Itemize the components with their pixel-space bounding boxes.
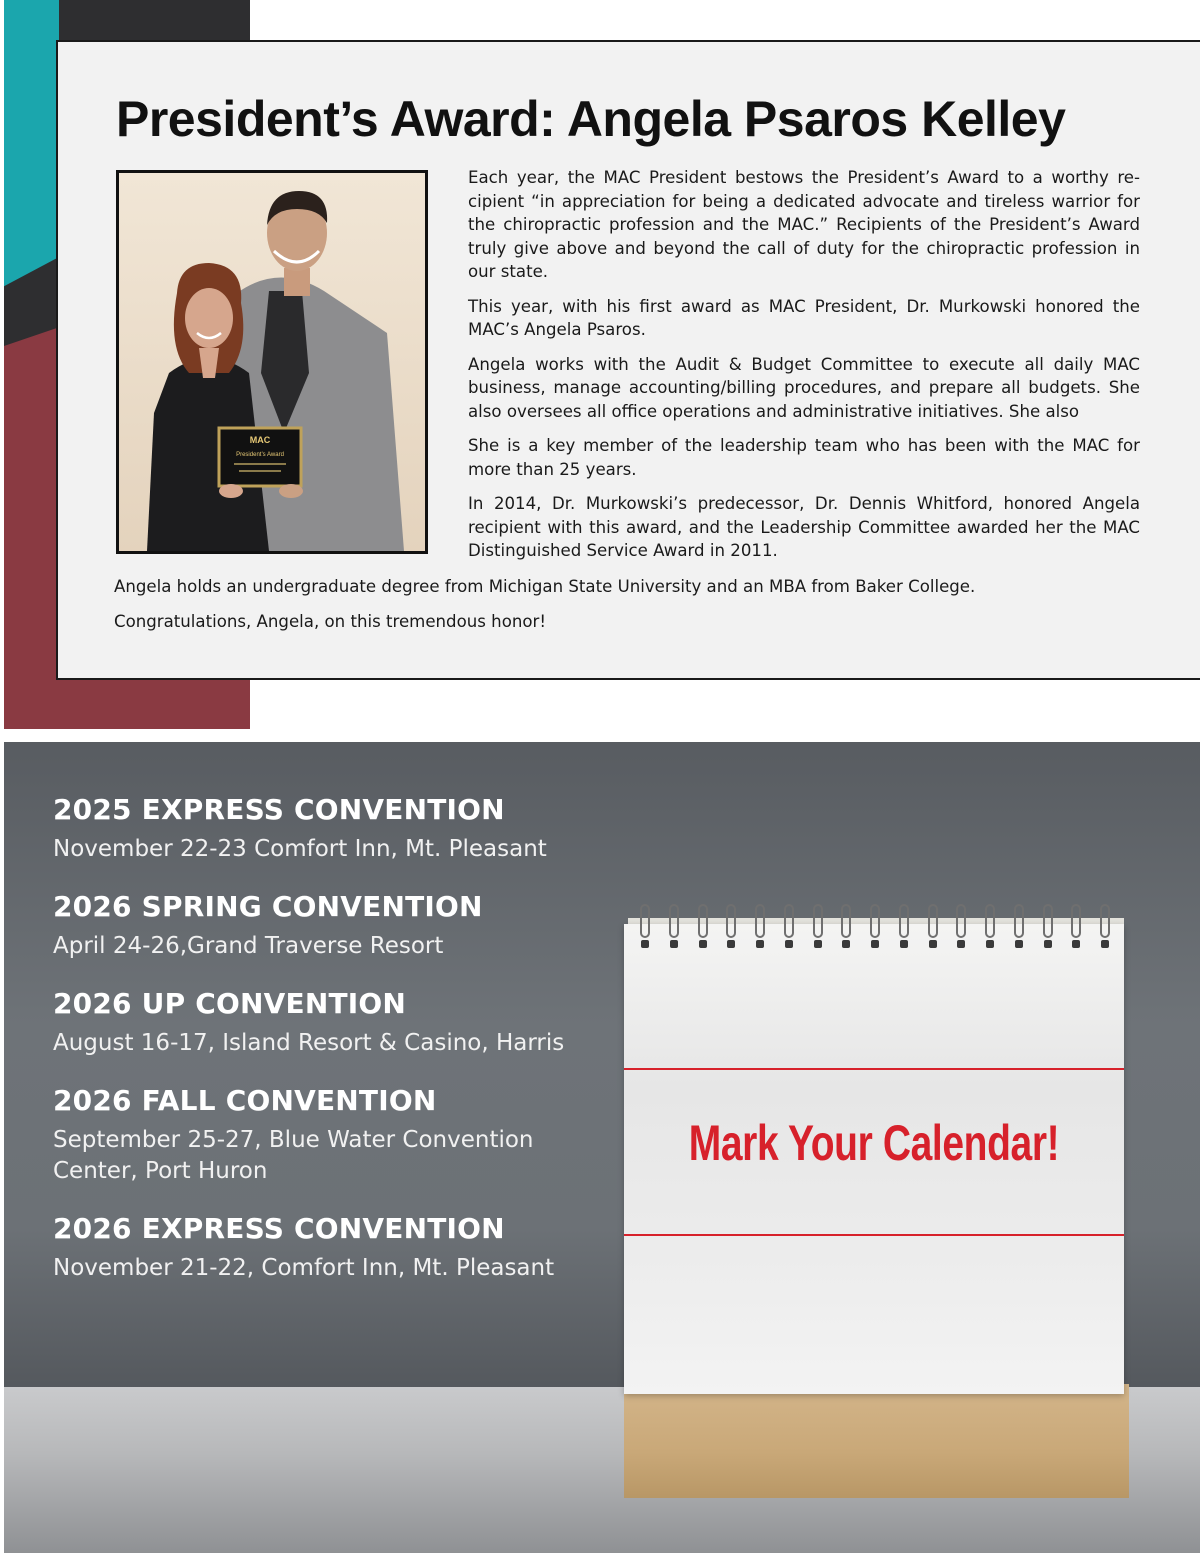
event-name: 2026 SPRING CONVENTION [53, 890, 483, 923]
binding-hole [986, 940, 994, 948]
binding-ring [985, 904, 995, 938]
article-paragraph: Angela holds an undergraduate degree from Michigan State University and an MBA from Baker College. [114, 577, 976, 596]
plaque-caption: President’s Award [236, 452, 284, 458]
binding-hole [1044, 940, 1052, 948]
binding-hole [871, 940, 879, 948]
binding-ring [1014, 904, 1024, 938]
binding-hole [957, 940, 965, 948]
event-item [53, 1083, 613, 1187]
binding-ring [669, 904, 679, 938]
binding-ring [726, 904, 736, 938]
binding-hole [670, 940, 678, 948]
calendar-rule-bottom [624, 1234, 1124, 1236]
event-item [53, 792, 613, 865]
event-item [53, 889, 613, 962]
article-paragraph: In 2014, Dr. Murkowski’s predecessor, Dr. Dennis Whitford, honored Angela recipient with this award, and the Leadership Committee awarded her the MAC Distinguished Service Award in 2011. [468, 494, 1140, 560]
event-detail: April 24-26,Grand Traverse Resort [53, 933, 444, 959]
binding-ring [813, 904, 823, 938]
binding-ring [899, 904, 909, 938]
binding-hole [785, 940, 793, 948]
binding-hole [699, 940, 707, 948]
calendar-binding-rings [640, 904, 1110, 956]
binding-hole [756, 940, 764, 948]
binding-hole [727, 940, 735, 948]
binding-ring [841, 904, 851, 938]
event-list [53, 792, 613, 1308]
binding-ring [928, 904, 938, 938]
calendar-heading: Mark Your Calendar! [688, 1115, 1060, 1171]
award-article-card [56, 40, 1200, 680]
event-name: 2026 UP CONVENTION [53, 987, 407, 1020]
binding-hole [900, 940, 908, 948]
binding-hole [1101, 940, 1109, 948]
article-paragraph: Congratulations, Angela, on this tremendous honor! [114, 611, 546, 631]
binding-hole [1015, 940, 1023, 948]
article-body [468, 166, 1140, 574]
event-item [53, 1211, 613, 1284]
article-paragraph: This year, with his first award as MAC President, Dr. Murkowski honored the MAC’s Angela Psaros. [468, 296, 1140, 339]
event-name: 2025 EXPRESS CONVENTION [53, 793, 505, 826]
desk-calendar [614, 904, 1134, 1504]
article-title: President’s Award: Angela Psaros Kelley [116, 91, 1066, 147]
binding-hole [842, 940, 850, 948]
event-name: 2026 EXPRESS CONVENTION [53, 1212, 505, 1245]
plaque-logo: MAC [249, 435, 271, 445]
binding-ring [1071, 904, 1081, 938]
binding-ring [755, 904, 765, 938]
event-detail: November 22-23 Comfort Inn, Mt. Pleasant [53, 836, 547, 862]
event-name: 2026 FALL CONVENTION [53, 1084, 437, 1117]
binding-ring [784, 904, 794, 938]
article-paragraph: She is a key member of the leadership team who has been with the MAC for more than 25 years. [468, 436, 1140, 479]
binding-ring [870, 904, 880, 938]
binding-ring [1100, 904, 1110, 938]
binding-hole [641, 940, 649, 948]
calendar-stand [624, 1384, 1129, 1498]
article-paragraph: Angela works with the Audit & Budget Committee to execute all daily MAC business, manage accounting/billing procedures, and prepare all budgets. She also oversees all office operations and administrative initiatives. She also [468, 354, 1140, 421]
binding-hole [1072, 940, 1080, 948]
binding-ring [698, 904, 708, 938]
event-detail: September 25-27, Blue Water Convention Center, Port Huron [53, 1127, 534, 1184]
binding-ring [956, 904, 966, 938]
award-photo-illustration [119, 173, 425, 551]
event-item [53, 986, 613, 1059]
binding-hole [929, 940, 937, 948]
binding-ring [1043, 904, 1053, 938]
events-section [4, 742, 1200, 1553]
article-paragraph: Each year, the MAC President bestows the President’s Award to a worthy re-cipient “in appreciation for being a dedicated advocate and tireless warrior for the chiropractic profession and the MAC.” Recipients of the President’s Award truly give above and beyond the call of duty for the chiropractic profession in our state. [468, 168, 1140, 281]
article-closing [114, 575, 1154, 644]
event-detail: August 16-17, Island Resort & Casino, Harris [53, 1030, 565, 1056]
event-detail: November 21-22, Comfort Inn, Mt. Pleasant [53, 1255, 555, 1281]
binding-ring [640, 904, 650, 938]
binding-hole [814, 940, 822, 948]
award-photo [116, 170, 428, 554]
calendar-rule-top [624, 1068, 1124, 1070]
